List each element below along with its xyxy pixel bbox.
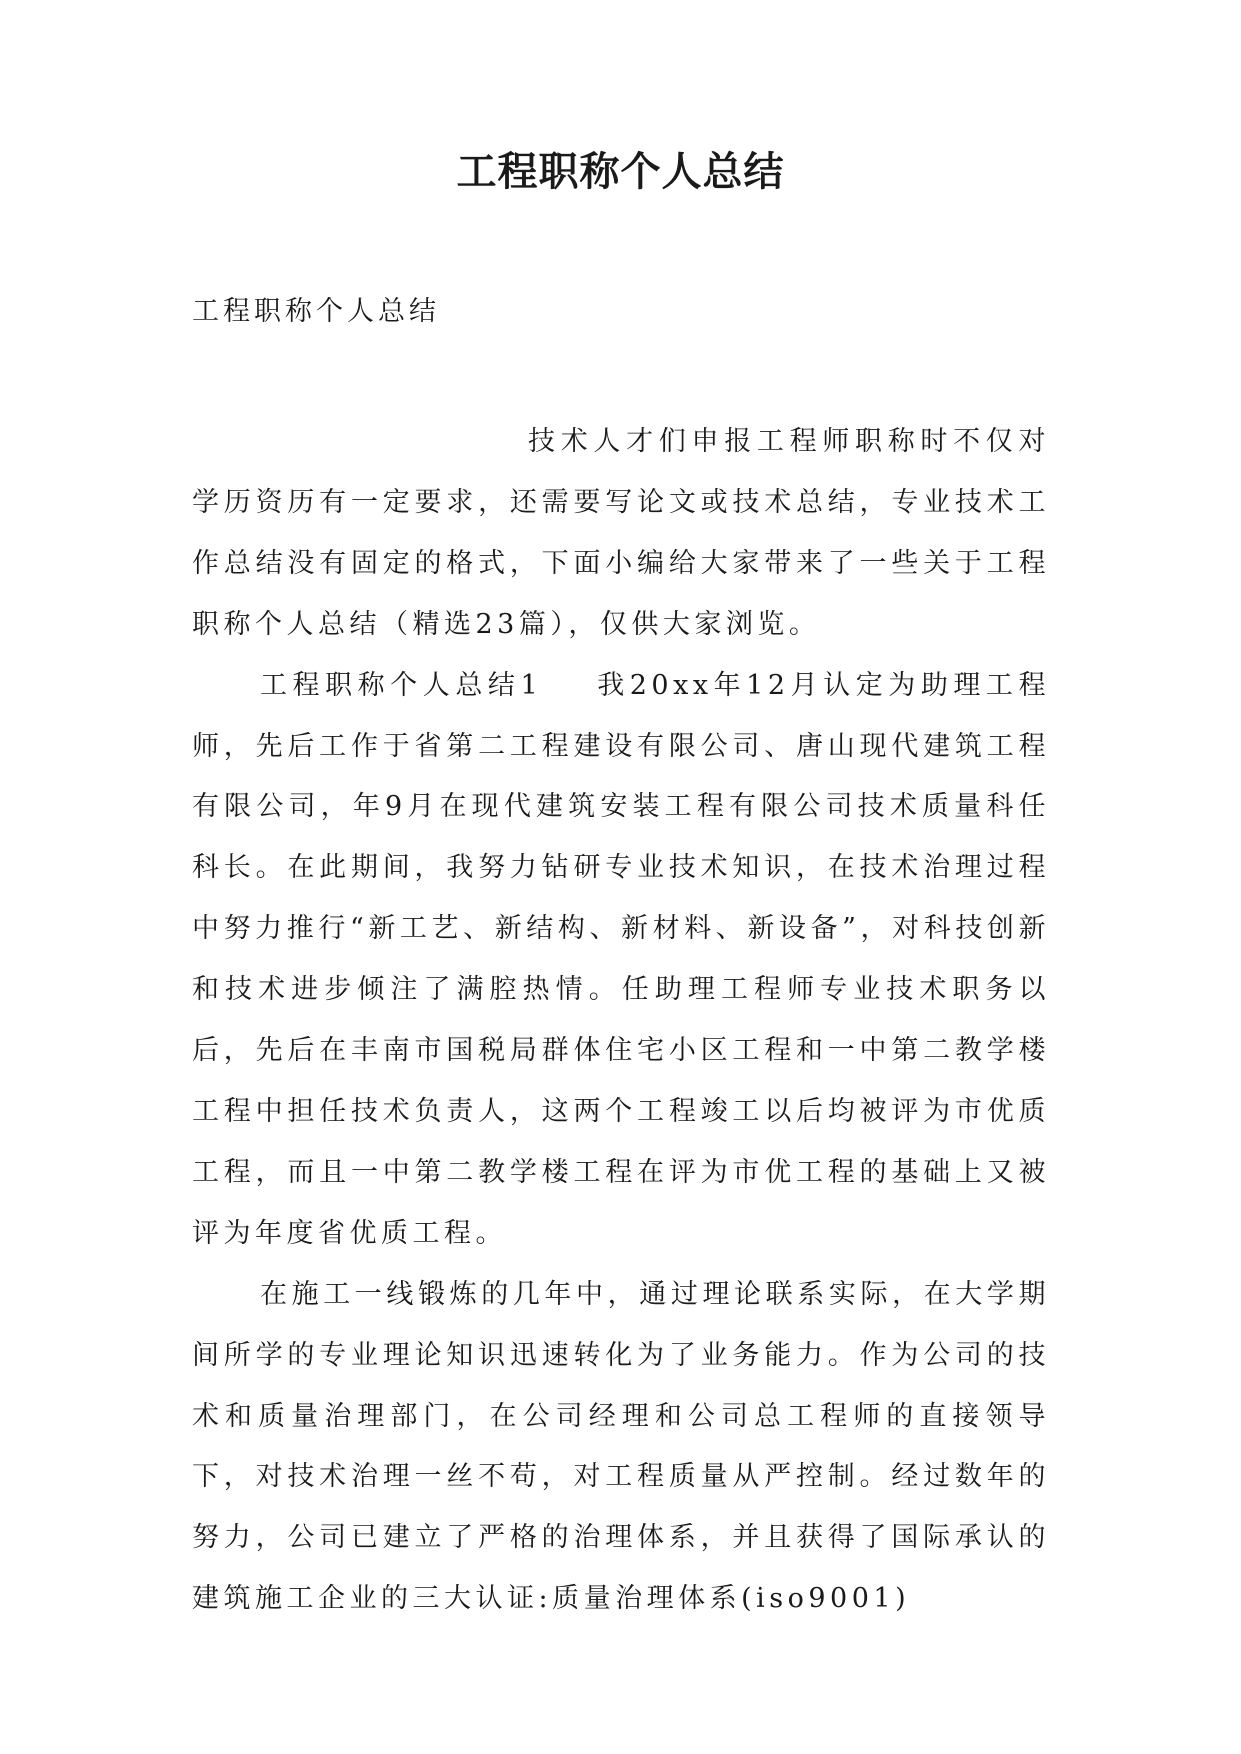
document-body: [192, 412, 1050, 1630]
intro-paragraph: [192, 412, 1050, 656]
section-1-paragraph-2: [192, 1265, 1050, 1630]
section-1-paragraph-text: 我20xx年12月认定为助理工程师，先后工作于省第二工程建设有限公司、唐山现代建筑工程有限公司，年9月在现代建筑安装工程有限公司技术质量科任科长。在此期间，我努力钻研专业技术知识，在技术治理过程中努力推行“新工艺、新结构、新材料、新设备”，对科技创新和技术进步倾注了满腔热情。任助理工程师专业技术职务以后，先后在丰南市国税局群体住宅小区工程和一中第二教学楼工程中担任技术负责人，这两个工程竣工以后均被评为市优质工程，而且一中第二教学楼工程在评为市优工程的基础上又被评为年度省优质工程。: [192, 669, 1050, 1249]
document-title: 工程职称个人总结: [456, 148, 785, 195]
section-1-heading: 工程职称个人总结1: [260, 669, 543, 701]
document-subtitle: 工程职称个人总结: [192, 296, 440, 327]
intro-paragraph-text: 技术人才们申报工程师职称时不仅对学历资历有一定要求，还需要写论文或技术总结，专业技术工作总结没有固定的格式，下面小编给大家带来了一些关于工程职称个人总结（精选23篇），仅供大家浏览。: [192, 426, 1050, 640]
section-1-paragraph: [192, 656, 1050, 1265]
section-1-paragraph-2-text: 在施工一线锻炼的几年中，通过理论联系实际，在大学期间所学的专业理论知识迅速转化为了业务能力。作为公司的技术和质量治理部门，在公司经理和公司总工程师的直接领导下，对技术治理一丝不苟，对工程质量从严控制。经过数年的努力，公司已建立了严格的治理体系，并且获得了国际承认的建筑施工企业的三大认证:质量治理体系(iso9001): [192, 1278, 1050, 1615]
